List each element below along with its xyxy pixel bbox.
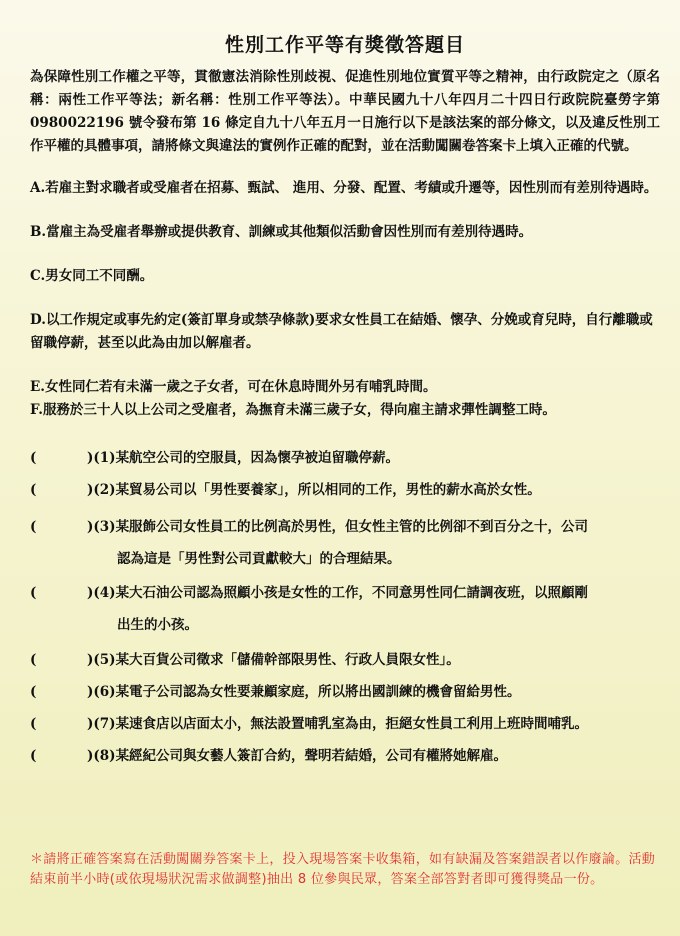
question-text: 某服飾公司女性員工的比例高於男性，但女性主管的比例卻不到百分之十，公司 (115, 519, 589, 535)
rule-text: 若雇主對求職者或受雇者在招募、甄試、 進用、分發、配置、考績或升遷等，因性別而有差別待遇時。 (45, 180, 658, 196)
rule-text: 男女同工不同酬。 (45, 268, 154, 284)
question-text: 某大石油公司認為照顧小孩是女性的工作，不同意男性同仁請調夜班，以照顧剛 (115, 585, 589, 601)
question-text-continued: 出生的小孩。 (117, 617, 198, 633)
rule-label: A. (30, 180, 46, 196)
question-number: )(4) (87, 585, 116, 601)
answer-blank[interactable]: ( (30, 716, 37, 732)
rule-d (30, 309, 660, 355)
question-text: 某電子公司認為女性要兼顧家庭，所以將出國訓練的機會留給男性。 (115, 684, 521, 700)
rule-label: E. (30, 379, 45, 395)
question-text: 某航空公司的空服員，因為懷孕被迫留職停薪。 (115, 450, 400, 466)
question-text: 某貿易公司以「男性要養家」，所以相同的工作，男性的薪水高於女性。 (115, 482, 541, 498)
question-item (30, 713, 660, 735)
question-item (30, 479, 660, 501)
rule-f (30, 399, 660, 422)
answer-blank[interactable]: ( (30, 748, 37, 764)
question-item (30, 447, 660, 469)
rule-e (30, 376, 660, 399)
question-text-continued: 認為這是「男性對公司貢獻較大」的合理結果。 (117, 551, 401, 567)
answer-blank[interactable]: ( (30, 450, 37, 466)
intro-paragraph: 為保障性別工作權之平等，貫徹憲法消除性別歧視、促進性別地位實質平等之精神，由行政院定之（原名稱：兩性工作平等法；新名稱：性別工作平等法）。中華民國九十八年四月二十四日行政院院臺勞字第 0980022196 號令發布第 16 條定自九十八年五月一日施行以下是該法案的部分條文，以及違反性別工作平權的具體事項，請將條文與違法的實例作正確的配對，並在活動闖關卷答案卡上填入正確的代號。 (30, 69, 660, 154)
answer-blank[interactable]: ( (30, 684, 37, 700)
question-number: )(7) (87, 716, 116, 732)
answer-blank[interactable]: ( (30, 482, 37, 498)
answer-blank[interactable]: ( (30, 585, 37, 601)
question-item (30, 681, 660, 703)
question-text: 某大百貨公司徵求「儲備幹部限男性、行政人員限女性」。 (115, 652, 460, 668)
question-number: )(1) (87, 450, 116, 466)
answer-blank[interactable]: ( (30, 652, 37, 668)
question-text: 某經紀公司與女藝人簽訂合約，聲明若結婚，公司有權將她解雇。 (115, 748, 508, 764)
question-item (30, 511, 660, 575)
question-text: 某速食店以店面太小，無法設置哺乳室為由，拒絕女性員工利用上班時間哺乳。 (115, 716, 589, 732)
question-list (30, 447, 660, 767)
question-item (30, 745, 660, 767)
page-title: 性別工作平等有獎徵答題目 (224, 34, 465, 56)
rule-label: D. (30, 312, 46, 328)
question-number: )(5) (87, 652, 116, 668)
document-page (30, 30, 660, 910)
rule-label: B. (30, 224, 47, 240)
footnote-instructions: ＊請將正確答案寫在活動闖關券答案卡上，投入現場答案卡收集箱，如有缺漏及答案錯誤者以作廢論。活動結束前半小時(或依現場狀況需求做調整)抽出 8 位參與民眾，答案全部答對者即可獲得獎品一份。 (30, 852, 656, 887)
answer-blank[interactable]: ( (30, 519, 37, 535)
rule-text: 當雇主為受雇者舉辦或提供教育、訓練或其他類似活動會因性別而有差別待遇時。 (46, 224, 533, 240)
rule-label: F. (30, 402, 43, 418)
rule-label: C. (30, 268, 46, 284)
question-item (30, 577, 660, 641)
rule-text: 女性同仁若有未滿一歲之子女者，可在休息時間外另有哺乳時間。 (45, 379, 437, 395)
question-number: )(8) (87, 748, 116, 764)
question-number: )(2) (87, 482, 116, 498)
question-number: )(3) (87, 519, 116, 535)
rule-b (30, 221, 660, 244)
rule-text: 服務於三十人以上公司之受雇者，為撫育未滿三歲子女，得向雇主請求彈性調整工時。 (42, 402, 556, 418)
rule-c (30, 265, 660, 288)
question-item (30, 649, 660, 671)
question-number: )(6) (87, 684, 116, 700)
rule-text: 以工作規定或事先約定(簽訂單身或禁孕條款)要求女性員工在結婚、懷孕、分娩或育兒時，自行離職或留職停薪，甚至以此為由加以解雇者。 (30, 312, 653, 351)
rule-a (30, 177, 660, 200)
